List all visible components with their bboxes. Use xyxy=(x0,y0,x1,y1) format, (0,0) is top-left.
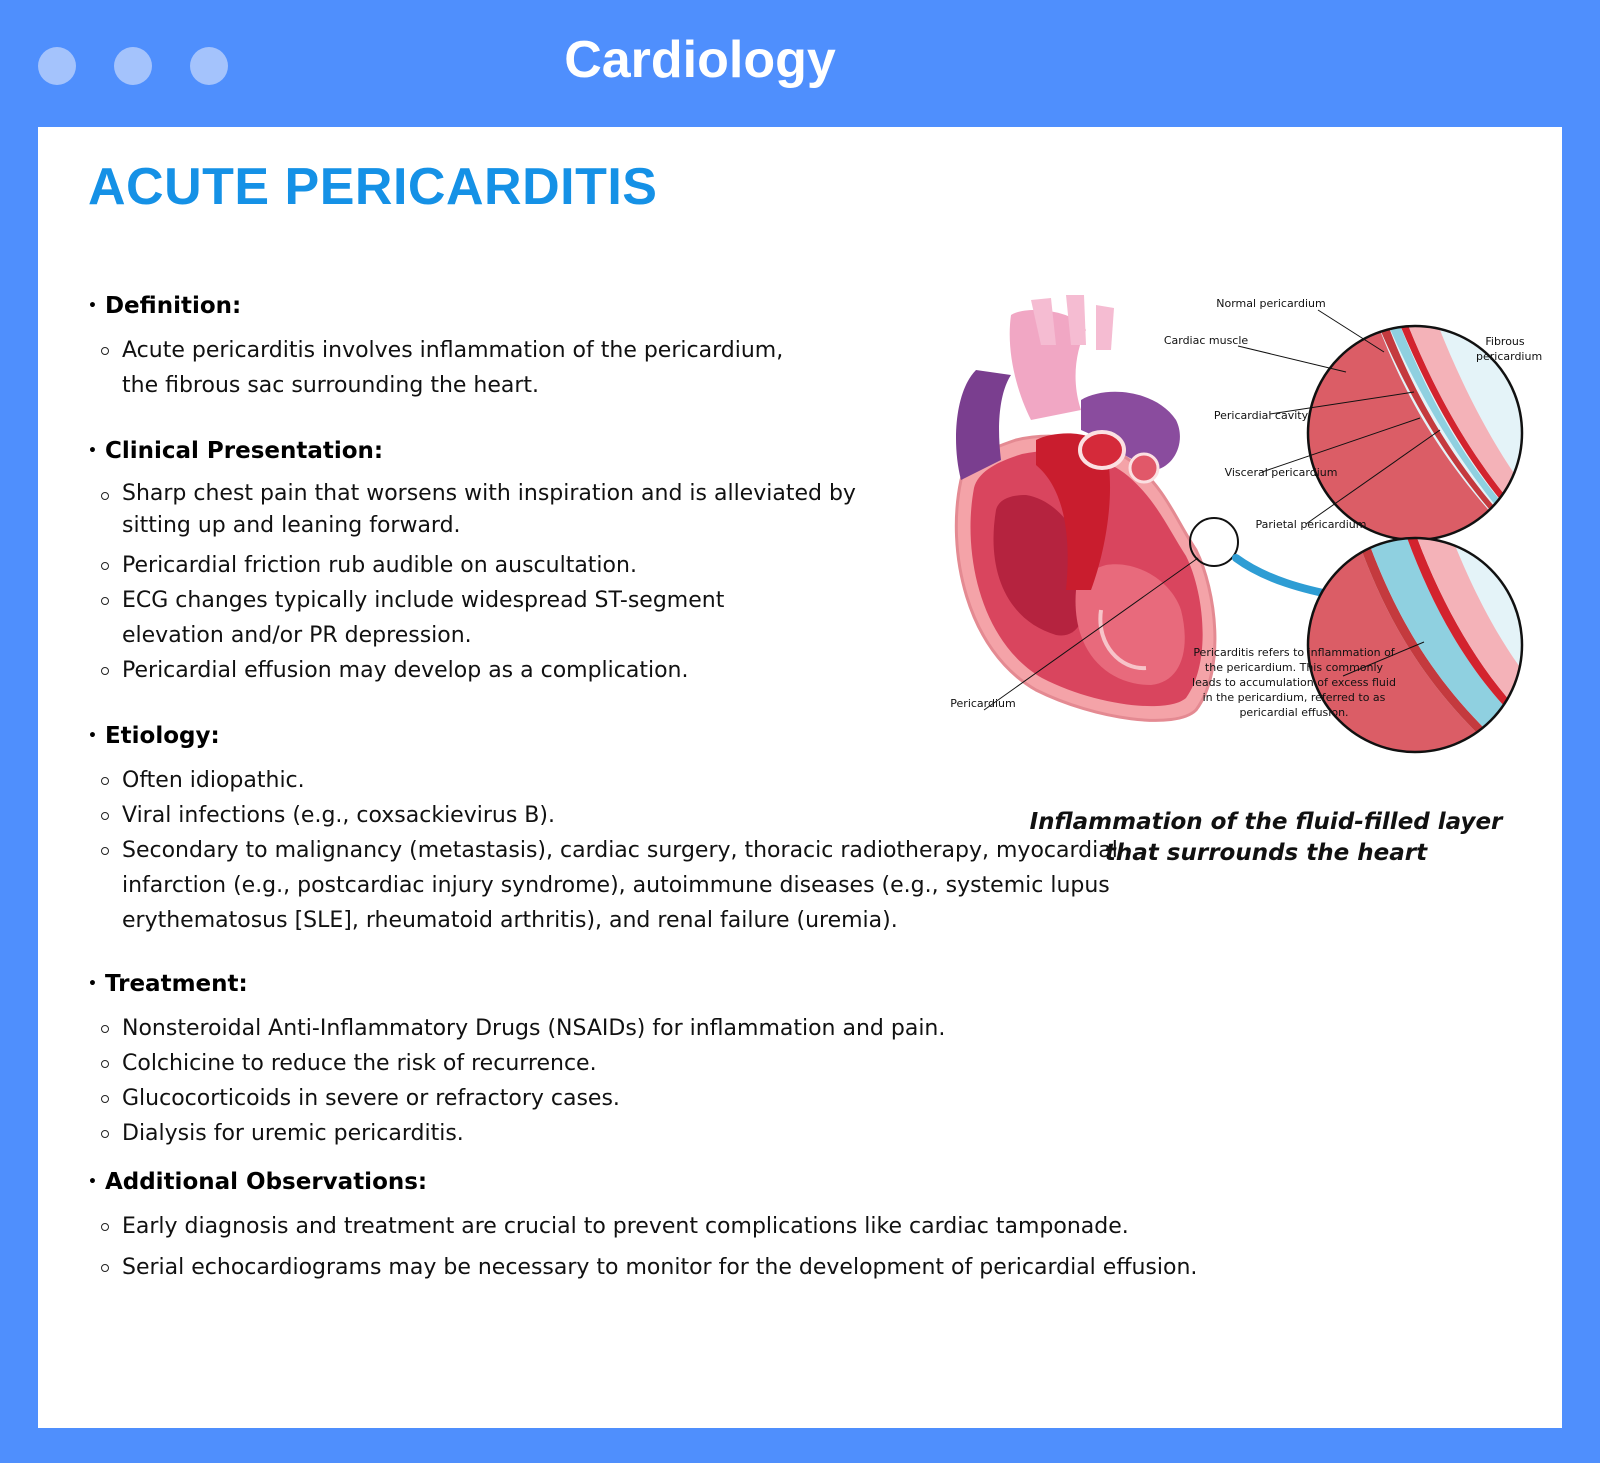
bullet-icon xyxy=(101,667,109,675)
list-item-text: Pericardial friction rub audible on auscultation. xyxy=(122,553,637,578)
list-item xyxy=(88,1209,1522,1244)
list-item xyxy=(88,1046,1222,1081)
bullet-icon xyxy=(101,492,109,500)
list-item xyxy=(88,763,1022,798)
list-item-text: Colchicine to reduce the risk of recurrence. xyxy=(122,1051,597,1076)
heart-pericardium-illustration xyxy=(906,290,1566,790)
window-title: Cardiology xyxy=(564,31,836,89)
section-heading: • Etiology: xyxy=(88,723,220,749)
section-heading-label: Definition: xyxy=(104,293,242,319)
label-pericardium: Pericardium xyxy=(950,697,1016,710)
list-item-text: Nonsteroidal Anti-Inflammatory Drugs (NSAIDs) for inflammation and pain. xyxy=(122,1016,946,1041)
label-pericarditis-note: Pericarditis refers to inflammation of the pericardium. This commonly leads to accumulation of excess fluid in the pericardium, referred to as pericardial effusion. xyxy=(1192,646,1396,719)
label-visceral-pericardium: Visceral pericardium xyxy=(1224,466,1338,479)
bullet-icon xyxy=(101,347,109,355)
label-normal-pericardium: Normal pericardium xyxy=(1216,297,1326,310)
list-item xyxy=(88,333,822,403)
section-heading: • Additional Observations: xyxy=(88,1169,428,1195)
bullet-icon xyxy=(101,1095,109,1103)
label-parietal-pericardium: Parietal pericardium xyxy=(1255,518,1367,531)
section-clinical-presentation xyxy=(88,438,862,688)
section-additional-observations xyxy=(88,1169,1522,1285)
label-fibrous-pericardium: Fibrous pericardium xyxy=(1476,335,1543,363)
section-treatment xyxy=(88,971,1222,1151)
list-item-text: Sharp chest pain that worsens with inspiration and is alleviated by sitting up and leaning forward. xyxy=(122,481,856,538)
bullet-icon xyxy=(101,1223,109,1231)
bullet-icon xyxy=(101,562,109,570)
list-item-text: Pericardial effusion may develop as a complication. xyxy=(122,658,689,683)
list-item-text: Secondary to malignancy (metastasis), cardiac surgery, thoracic radiotherapy, myocardial infarction (e.g., postcardiac injury syndrome), autoimmune diseases (e.g., systemic lupus erythematosus [SLE], rheumatoid arthritis), and renal failure (uremia). xyxy=(122,838,1118,933)
list-item-text: Dialysis for uremic pericarditis. xyxy=(122,1121,464,1146)
section-heading: • Treatment: xyxy=(88,971,248,997)
window-titlebar xyxy=(0,0,1600,127)
content-panel xyxy=(38,127,1562,1428)
list-item xyxy=(88,1116,1222,1151)
bullet-icon xyxy=(101,1025,109,1033)
bullet-icon xyxy=(101,597,109,605)
bullet-icon xyxy=(101,1060,109,1068)
list-item xyxy=(88,548,862,583)
list-item-text: ECG changes typically include widespread ST-segment elevation and/or PR depression. xyxy=(122,588,725,648)
list-item xyxy=(88,583,762,653)
list-item xyxy=(88,478,862,542)
bullet-icon xyxy=(101,1130,109,1138)
list-item-text: Glucocorticoids in severe or refractory cases. xyxy=(122,1086,620,1111)
list-item xyxy=(88,833,1152,938)
list-item-text: Viral infections (e.g., coxsackievirus B). xyxy=(122,803,555,828)
section-heading: • Clinical Presentation: xyxy=(88,438,384,464)
section-heading-label: Etiology: xyxy=(104,723,220,749)
bullet-icon xyxy=(101,777,109,785)
list-item xyxy=(88,798,1022,833)
list-item-text: Often idiopathic. xyxy=(122,768,305,793)
list-item xyxy=(88,1081,1222,1116)
list-item-text: Early diagnosis and treatment are crucial to prevent complications like cardiac tamponade. xyxy=(122,1214,1129,1239)
list-item xyxy=(88,653,862,688)
label-pericardial-cavity: Pericardial cavity xyxy=(1213,409,1309,422)
figure-caption: Inflammation of the fluid-filled layer that surrounds the heart xyxy=(1029,809,1503,866)
bullet-icon xyxy=(101,1264,109,1272)
section-heading-label: Treatment: xyxy=(104,971,248,997)
section-heading-label: Additional Observations: xyxy=(104,1169,428,1195)
list-item-text: Acute pericarditis involves inflammation of the pericardium, the fibrous sac surrounding the heart. xyxy=(122,338,784,398)
list-item xyxy=(88,1250,1522,1285)
page-title: ACUTE PERICARDITIS xyxy=(88,158,658,216)
section-definition xyxy=(88,293,822,403)
section-heading-label: Clinical Presentation: xyxy=(104,438,384,464)
list-item-text: Serial echocardiograms may be necessary to monitor for the development of pericardial effusion. xyxy=(122,1255,1198,1280)
list-item xyxy=(88,1011,1222,1046)
label-cardiac-muscle: Cardiac muscle xyxy=(1163,334,1249,347)
bullet-icon xyxy=(101,847,109,855)
bullet-icon xyxy=(101,812,109,820)
section-heading: • Definition: xyxy=(88,293,242,319)
